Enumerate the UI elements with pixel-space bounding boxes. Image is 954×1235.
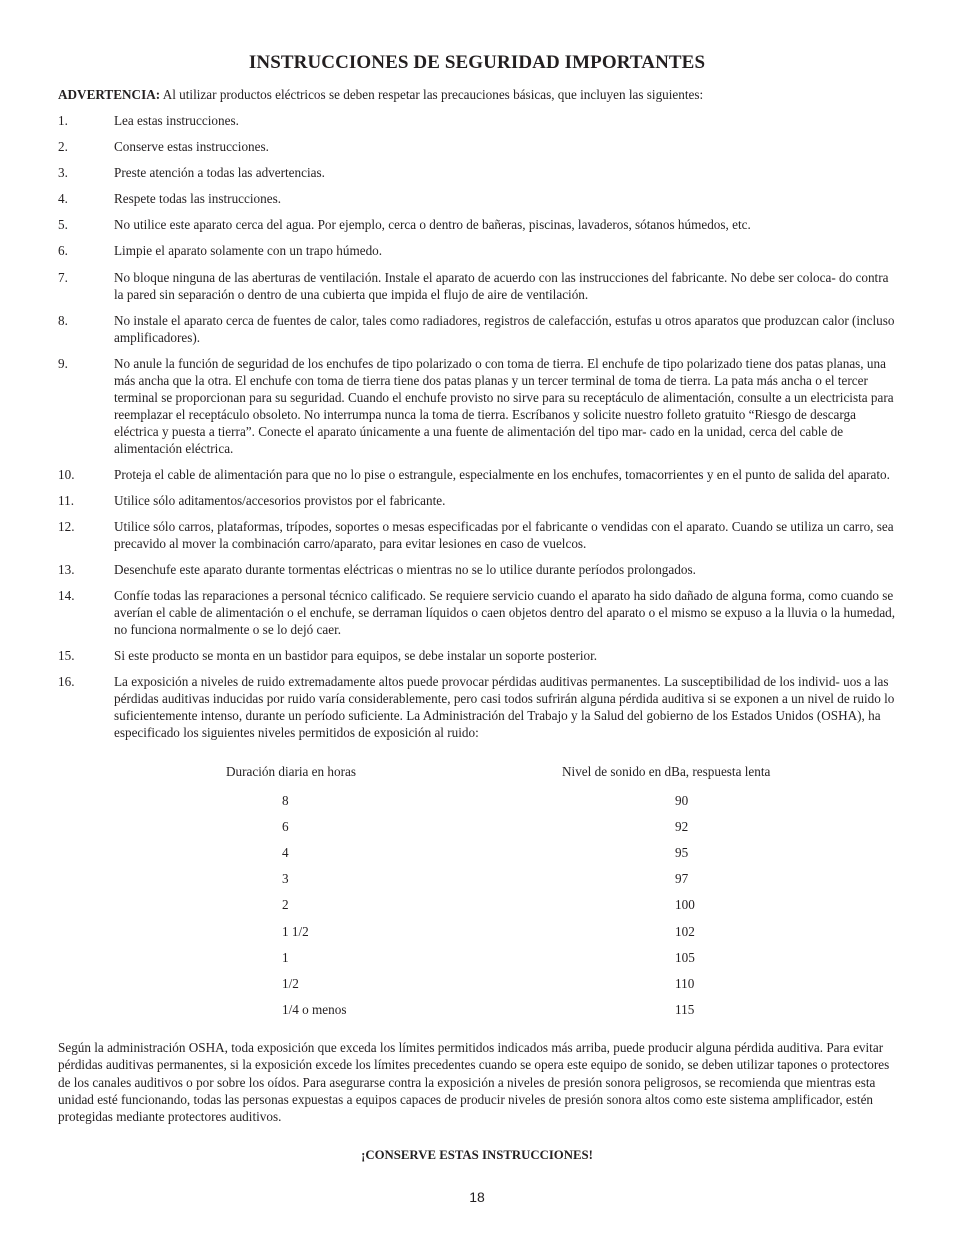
item-text: Limpie el aparato solamente con un trapo húmedo. — [114, 243, 383, 259]
table-cell-level: 97 — [675, 871, 689, 886]
table-cell-level: 102 — [675, 924, 695, 939]
item-number: 8. — [58, 312, 68, 328]
item-text: Utilice sólo carros, plataformas, trípodes, soportes o mesas especificadas por el fabricante o vendidas con el aparato. Cuando se utiliza un carro, sea precavido al mover la combinación carro/aparato, para evitar lesiones en caso de vuelcos. — [114, 519, 894, 552]
item-number: 3. — [58, 165, 68, 181]
list-item — [58, 355, 898, 457]
list-item — [58, 138, 898, 155]
item-text: Desenchufe este aparato durante tormentas eléctricas o mientras no se lo utilice durante períodos prolongados. — [114, 562, 696, 578]
table-cell-duration: 1 1/2 — [282, 924, 309, 939]
list-item — [58, 561, 898, 578]
table-cell-level: 115 — [675, 1002, 695, 1017]
list-item — [58, 492, 898, 509]
item-number: 15. — [58, 648, 75, 664]
table-header-level: Nivel de sonido en dBa, respuesta lenta — [562, 764, 771, 779]
osha-closing-paragraph: Según la administración OSHA, toda exposición que exceda los límites permitidos indicados más arriba, puede producir alguna pérdida auditiva. Para evitar pérdidas auditivas permanentes, si la exposición excede los límites precedentes cuando se opera este equipo de sonido, se deben utilizar tapones o protectores de los canales auditivos o por sobre los oídos. Para asegurarse contra la exposición a niveles de presión sonora peligrosos, se recomienda que mientras esta unidad esté funcionando, todas las personas expuestas a equipos capaces de producir niveles de presión sonora altos como este sistema amplificador, estén protegidas mediante protectores auditivos. — [58, 1040, 890, 1124]
list-item — [58, 518, 898, 552]
list-item — [58, 312, 898, 346]
item-text: Lea estas instrucciones. — [114, 113, 239, 128]
table-cell-level: 95 — [675, 845, 689, 860]
table-cell-duration: 8 — [282, 793, 289, 808]
list-item — [58, 466, 898, 483]
table-header-duration: Duración diaria en horas — [226, 764, 356, 779]
table-row — [0, 976, 954, 994]
warning-text: Al utilizar productos eléctricos se deben respetar las precauciones básicas, que incluyen las siguientes: — [160, 87, 704, 102]
page-title: INSTRUCCIONES DE SEGURIDAD IMPORTANTES — [248, 52, 706, 73]
item-text: Proteja el cable de alimentación para que no lo pise o estrangule, especialmente en los enchufes, tomacorrientes y en el punto de salida del aparato. — [114, 466, 890, 482]
table-cell-duration: 6 — [282, 819, 289, 834]
table-cell-duration: 1/2 — [282, 976, 299, 991]
table-cell-duration: 3 — [282, 871, 289, 886]
item-text: Utilice sólo aditamentos/accesorios provistos por el fabricante. — [114, 492, 446, 508]
item-text: Confíe todas las reparaciones a personal técnico calificado. Se requiere servicio cuando el aparato ha sido dañado de alguna forma, como cuando se averían el cable de alimentación o el enchufe, se derraman líquidos o caen objetos dentro del aparato o el mismo se expuso a la lluvia o la humedad, no funciona normalmente o se lo dejó caer. — [114, 588, 896, 638]
item-text: No bloque ninguna de las aberturas de ventilación. Instale el aparato de acuerdo con las instrucciones del fabricante. No debe ser coloca- do contra la pared sin separación o dentro de una cubierta que impida el flujo de aire de ventilación. — [114, 269, 889, 302]
list-item — [58, 112, 898, 129]
table-cell-duration: 1 — [282, 950, 289, 965]
table-cell-duration: 4 — [282, 845, 289, 860]
table-row — [0, 1002, 954, 1020]
item-text: Si este producto se monta en un bastidor para equipos, se debe instalar un soporte posterior. — [114, 648, 598, 664]
item-number: 2. — [58, 139, 68, 155]
item-text: No anule la función de seguridad de los enchufes de tipo polarizado o con toma de tierra. El enchufe de tipo polarizado tiene dos patas planas, una más ancha que la otra. El enchufe con toma de tierra tiene dos patas planas y un tercer terminal de toma de tierra. La pata más ancha o el tercer terminal se proporcionan para su seguridad. Cuando el enchufe provisto no sirve para su receptáculo de alimentación, consulte a un electricista para reemplazar el receptáculo obsoleto. No interrumpa nunca la toma de tierra. Escríbanos y solicite nuestro folleto gratuito “Riesgo de descarga eléctrica y puesta a tierra”. Conecte el aparato únicamente a una fuente de alimentación del tipo mar- cado en la unidad, cerca del cable de alimentación eléctrica. — [114, 355, 894, 456]
table-row — [0, 793, 954, 811]
conserve-instructions-note: ¡CONSERVE ESTAS INSTRUCCIONES! — [361, 1148, 593, 1162]
item-text: Respete todas las instrucciones. — [114, 191, 282, 207]
item-text: No instale el aparato cerca de fuentes de calor, tales como radiadores, registros de calefacción, estufas u otros aparatos que produzcan calor (incluso amplificadores). — [114, 312, 895, 345]
item-number: 6. — [58, 243, 68, 259]
item-number: 4. — [58, 191, 68, 207]
list-item — [58, 216, 898, 233]
item-number: 12. — [58, 519, 75, 535]
item-number: 1. — [58, 113, 68, 128]
table-row — [0, 950, 954, 968]
warning-paragraph — [58, 87, 898, 103]
item-number: 11. — [58, 492, 74, 508]
instructions-list — [58, 112, 898, 751]
item-number: 9. — [58, 355, 68, 371]
table-row — [0, 897, 954, 915]
item-text: La exposición a niveles de ruido extremadamente altos puede provocar pérdidas auditivas permanentes. La susceptibilidad de los individ- uos a las pérdidas auditivas inducidas por ruido varía considerablemente, pero casi todos sufrirán alguna pérdida auditiva si se exponen a un nivel de ruido lo suficientemente intenso, durante un período suficiente. La Administración del Trabajo y la Salud del gobierno de los Estados Unidos (OSHA), ha especificado los siguientes niveles permitidos de exposición al ruido: — [114, 674, 895, 741]
item-number: 7. — [58, 269, 68, 285]
item-number: 5. — [58, 217, 68, 233]
table-cell-level: 92 — [675, 819, 689, 834]
item-number: 10. — [58, 466, 75, 482]
table-cell-duration: 1/4 o menos — [282, 1002, 347, 1017]
table-row — [0, 845, 954, 863]
table-cell-duration: 2 — [282, 897, 289, 912]
table-cell-level: 110 — [675, 976, 695, 991]
page-number: 18 — [469, 1189, 485, 1205]
item-text: Preste atención a todas las advertencias. — [114, 165, 325, 181]
table-cell-level: 100 — [675, 897, 695, 912]
list-item — [58, 190, 898, 207]
item-number: 14. — [58, 588, 75, 604]
list-item — [58, 242, 898, 259]
list-item — [58, 269, 898, 303]
table-cell-level: 105 — [675, 950, 695, 965]
warning-label: ADVERTENCIA: — [58, 87, 161, 102]
table-cell-level: 90 — [675, 793, 689, 808]
item-text: No utilice este aparato cerca del agua. Por ejemplo, cerca o dentro de bañeras, piscinas, lavaderos, sótanos húmedos, etc. — [114, 217, 751, 233]
list-item — [58, 647, 898, 664]
list-item — [58, 164, 898, 181]
table-row — [0, 924, 954, 942]
list-item — [58, 673, 898, 741]
table-row — [0, 871, 954, 889]
table-row — [0, 819, 954, 837]
item-number: 13. — [58, 562, 75, 578]
item-text: Conserve estas instrucciones. — [114, 139, 269, 155]
item-number: 16. — [58, 674, 75, 690]
list-item — [58, 587, 898, 638]
